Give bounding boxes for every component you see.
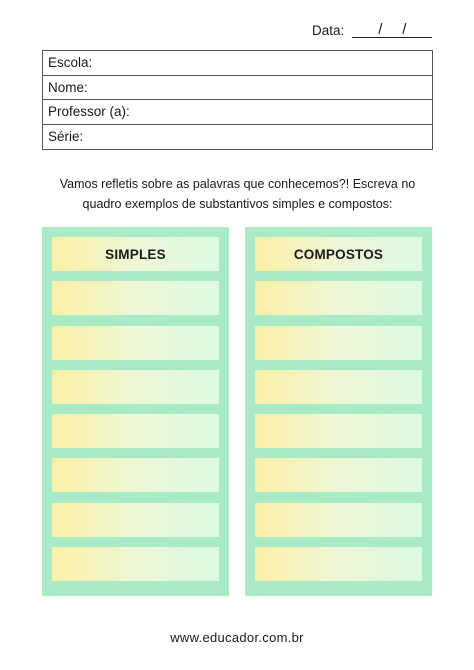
compostos-answer-cell[interactable]: [255, 414, 422, 448]
date-field: [312, 22, 432, 38]
compostos-answer-cell[interactable]: [255, 458, 422, 492]
simples-answer-cell[interactable]: [52, 326, 219, 360]
teacher-label: Professor (a):: [48, 104, 130, 119]
simples-answer-cell[interactable]: [52, 281, 219, 315]
instructions-line-2: quadro exemplos de substantivos simples e compostos:: [82, 197, 393, 211]
simples-header: [52, 237, 219, 271]
name-label: Nome:: [48, 79, 88, 95]
footer-url: www.educador.com.br: [170, 630, 304, 645]
grade-field[interactable]: [43, 125, 432, 150]
compostos-header-label: COMPOSTOS: [293, 246, 384, 262]
simples-answer-cell[interactable]: [52, 503, 219, 537]
date-blank[interactable]: [352, 22, 432, 38]
simples-column: [42, 227, 229, 596]
teacher-field[interactable]: [43, 100, 432, 125]
compostos-answer-cell[interactable]: [255, 326, 422, 360]
date-label: Data:: [312, 23, 345, 38]
instructions-text: [40, 174, 435, 214]
date-slash: /: [402, 21, 407, 38]
simples-answer-cell[interactable]: [52, 414, 219, 448]
simples-answer-cell[interactable]: [52, 547, 219, 581]
school-label: Escola:: [48, 55, 93, 70]
compostos-answer-cell[interactable]: [255, 281, 422, 315]
date-slash: /: [378, 21, 383, 38]
student-info-box: [42, 50, 433, 150]
school-field[interactable]: [43, 51, 432, 76]
compostos-answer-cell[interactable]: [255, 370, 422, 404]
simples-answer-cell[interactable]: [52, 370, 219, 404]
name-field[interactable]: [43, 76, 432, 101]
instructions-line-1: Vamos refletis sobre as palavras que conhecemos?! Escreva no: [59, 177, 416, 191]
simples-answer-cell[interactable]: [52, 458, 219, 492]
simples-header-label: SIMPLES: [105, 246, 166, 262]
compostos-header: [255, 237, 422, 271]
grade-label: Série:: [48, 128, 84, 144]
compostos-column: [245, 227, 432, 596]
compostos-answer-cell[interactable]: [255, 503, 422, 537]
compostos-answer-cell[interactable]: [255, 547, 422, 581]
